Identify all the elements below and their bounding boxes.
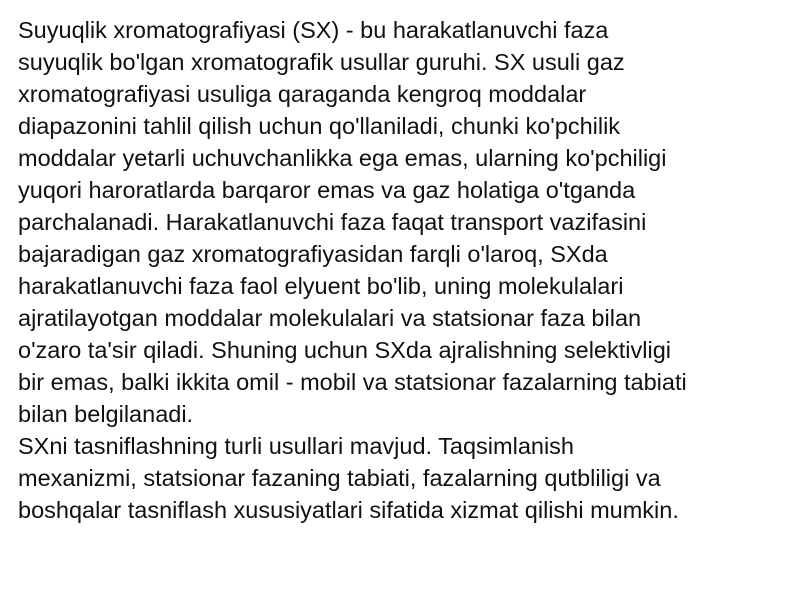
text-line: yuqori haroratlarda barqaror emas va gaz holatiga o'tganda xyxy=(18,177,636,203)
text-line: parchalanadi. Harakatlanuvchi faza faqat transport vazifasini xyxy=(18,209,647,235)
paragraph-1 xyxy=(18,14,778,430)
text-line: harakatlanuvchi faza faol elyuent bo'lib, uning molekulalari xyxy=(18,273,624,299)
text-line: o'zaro ta'sir qiladi. Shuning uchun SXda ajralishning selektivligi xyxy=(18,337,671,363)
paragraph-2 xyxy=(18,430,778,526)
text-line: suyuqlik bo'lgan xromatografik usullar guruhi. SX usuli gaz xyxy=(18,49,625,75)
text-line: diapazonini tahlil qilish uchun qo'llaniladi, chunki ko'pchilik xyxy=(18,113,621,139)
text-line: xromatografiyasi usuliga qaraganda kengroq moddalar xyxy=(18,81,587,107)
text-line: mexanizmi, statsionar fazaning tabiati, fazalarning qutbliligi va xyxy=(18,465,661,491)
text-line: moddalar yetarli uchuvchanlikka ega emas, ularning ko'pchiligi xyxy=(18,145,667,171)
text-line: boshqalar tasniflash xususiyatlari sifatida xizmat qilishi mumkin. xyxy=(18,497,679,523)
text-line: ajratilayotgan moddalar molekulalari va statsionar faza bilan xyxy=(18,305,642,331)
text-line: bilan belgilanadi. xyxy=(18,401,194,427)
text-line: Suyuqlik xromatografiyasi (SX) - bu harakatlanuvchi faza xyxy=(18,17,609,43)
text-line: SXni tasniflashning turli usullari mavjud. Taqsimlanish xyxy=(18,433,575,459)
text-line: bajaradigan gaz xromatografiyasidan farqli o'laroq, SXda xyxy=(18,241,608,267)
text-line: bir emas, balki ikkita omil - mobil va statsionar fazalarning tabiati xyxy=(18,369,687,395)
